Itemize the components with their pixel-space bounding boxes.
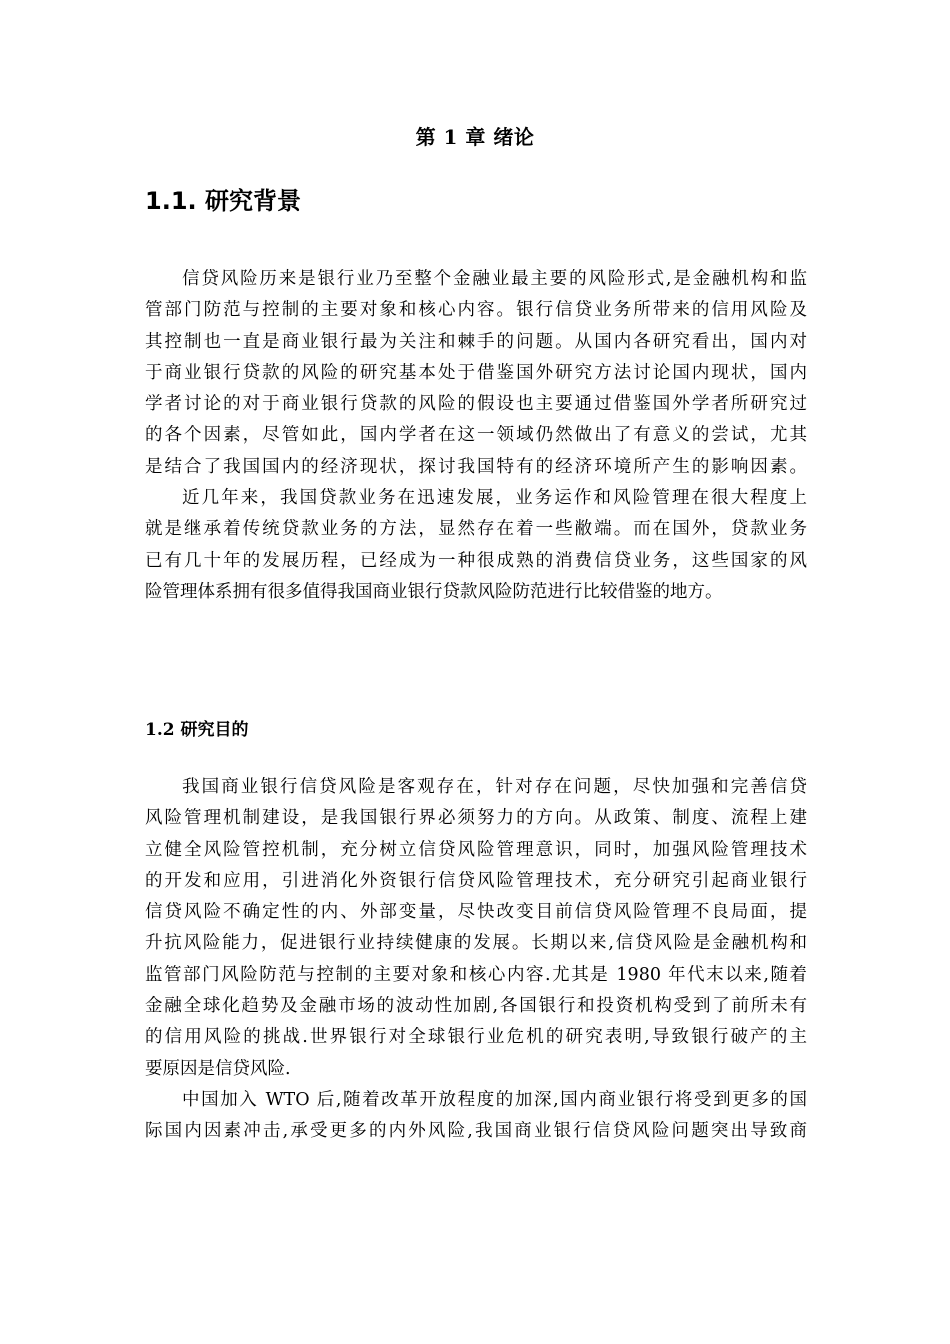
paragraph-line: 是结合了我国国内的经济现状，探讨我国特有的经济环境所产生的影响因素。 xyxy=(145,456,807,477)
paragraph-line: 已有几十年的发展历程，已经成为一种很成熟的消费信贷业务，这些国家的风 xyxy=(145,550,807,571)
section-heading-1-2: 1.2 研究目的 xyxy=(145,720,249,740)
paragraph-line: 金融全球化趋势及金融市场的波动性加剧,各国银行和投资机构受到了前所未有 xyxy=(145,996,807,1017)
paragraph-line: 的开发和应用，引进消化外资银行信贷风险管理技术，充分研究引起商业银行 xyxy=(145,870,807,891)
paragraph-line: 际国内因素冲击,承受更多的内外风险,我国商业银行信贷风险问题突出导致商 xyxy=(145,1121,807,1142)
paragraph-line: 要原因是信贷风险. xyxy=(145,1058,291,1079)
paragraph-line: 的各个因素，尽管如此，国内学者在这一领域仍然做出了有意义的尝试，尤其 xyxy=(145,425,807,446)
paragraph-line: 监管部门风险防范与控制的主要对象和核心内容.尤其是 1980 年代末以来,随着 xyxy=(145,964,807,985)
paragraph-line: 就是继承着传统贷款业务的方法，显然存在着一些敝端。而在国外，贷款业务 xyxy=(145,519,807,540)
paragraph-line: 于商业银行贷款的风险的研究基本处于借鉴国外研究方法讨论国内现状，国内 xyxy=(145,362,807,383)
paragraph-line: 险管理体系拥有很多值得我国商业银行贷款风险防范进行比较借鉴的地方。 xyxy=(145,581,723,602)
paragraph-line: 我国商业银行信贷风险是客观存在，针对存在问题，尽快加强和完善信贷 xyxy=(182,777,807,797)
paragraph-line: 的信用风险的挑战.世界银行对全球银行业危机的研究表明,导致银行破产的主 xyxy=(145,1027,807,1048)
paragraph-line: 近几年来，我国贷款业务在迅速发展，业务运作和风险管理在很大程度上 xyxy=(182,488,807,509)
paragraph-line: 信贷风险历来是银行业乃至整个金融业最主要的风险形式,是金融机构和监 xyxy=(182,269,807,289)
chapter-title: 第 1 章 绪论 xyxy=(415,125,535,149)
paragraph-line: 风险管理机制建设，是我国银行界必须努力的方向。从政策、制度、流程上建 xyxy=(145,808,807,829)
section-heading-1-1: 1.1. 研究背景 xyxy=(145,187,301,215)
section-1-body xyxy=(145,264,807,608)
paragraph-line: 中国加入 WTO 后,随着改革开放程度的加深,国内商业银行将受到更多的国 xyxy=(182,1089,807,1110)
paragraph-line: 立健全风险管控机制，充分树立信贷风险管理意识，同时，加强风险管理技术 xyxy=(145,839,807,860)
paragraph-line: 升抗风险能力，促进银行业持续健康的发展。长期以来,信贷风险是金融机构和 xyxy=(145,933,807,954)
paragraph-line: 学者讨论的对于商业银行贷款的风险的假设也主要通过借鉴国外学者所研究过 xyxy=(145,394,807,415)
paragraph-line: 信贷风险不确定性的内、外部变量，尽快改变目前信贷风险管理不良局面，提 xyxy=(145,902,807,923)
section-2-body xyxy=(145,772,807,1148)
paragraph-line: 其控制也一直是商业银行最为关注和棘手的问题。从国内各研究看出，国内对 xyxy=(145,331,807,352)
paragraph-line: 管部门防范与控制的主要对象和核心内容。银行信贷业务所带来的信用风险及 xyxy=(145,300,807,321)
